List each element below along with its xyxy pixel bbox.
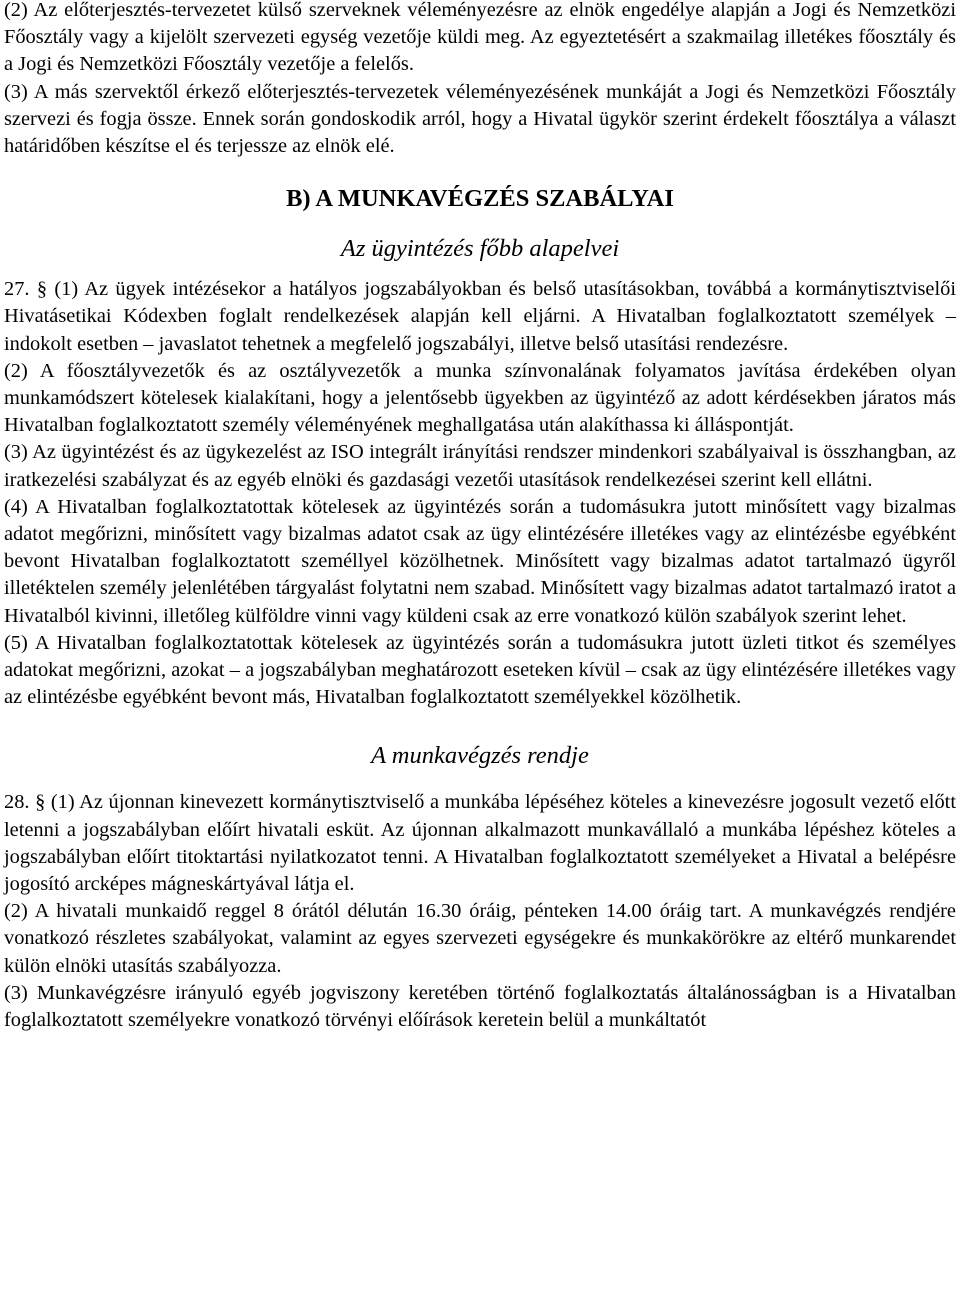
subheading-work-order: A munkavégzés rendje bbox=[371, 742, 589, 770]
paragraph-2-previous: (2) Az előterjesztés-tervezetet külső szerveknek véleményezésre az elnök engedélye alapján a Jogi és Nemzetközi Főosztály vagy a kijelölt szervezeti egység vezetője küldi meg. Az egyeztetésért a szakmailag illetékes főosztály és a Jogi és Nemzetközi Főosztály vezetője a felelős. bbox=[4, 0, 956, 76]
section-28-paragraph-1: 28. § (1) Az újonnan kinevezett kormánytisztviselő a munkába lépéséhez köteles a kinevezésre jogosult vezető előtt letenni a jogszabályban előírt hivatali esküt. Az újonnan alkalmazott munkavállaló a munkába lépéshez köteles a jogszabályban előírt titoktartási nyilatkozatot tenni. A Hivatalban foglalkoztatott személyeket a Hivatal a belépésre jogosító arcképes mágneskártyával látja el. bbox=[4, 791, 956, 896]
document-page bbox=[4, 0, 956, 1034]
section-27-paragraph-1: 27. § (1) Az ügyek intézésekor a hatályos jogszabályokban és belső utasításokban, továbbá a kormánytisztviselői Hivatásetikai Kódexben foglalt rendelkezések alapján kell eljárni. A Hivatalban foglalkoztatott személyek – indokolt esetben – javaslatot tehetnek a megfelelő jogszabályi, illetve belső utasítási rendezésre. bbox=[4, 278, 956, 355]
subheading-principles: Az ügyintézés főbb alapelvei bbox=[340, 235, 620, 263]
section-27-paragraph-3: (3) Az ügyintézést és az ügykezelést az ISO integrált irányítási rendszer mindenkori szabályaival is összhangban, az iratkezelési szabályzat és az egyéb elnöki és gazdasági vezetői utasítások rendelkezései szerint kell ellátni. bbox=[4, 441, 956, 491]
section-27-paragraph-2: (2) A főosztályvezetők és az osztályvezetők a munka színvonalának folyamatos javítása érdekében olyan munkamódszert kötelesek kialakítani, hogy a jelentősebb ügyekben az ügyintéző az adott kérdésekben járatos más Hivatalban foglalkoztatott személy véleményének meghallgatása után alakíthassa ki álláspontját. bbox=[4, 359, 956, 437]
section-28-paragraph-2: (2) A hivatali munkaidő reggel 8 órától délután 16.30 óráig, pénteken 14.00 óráig tart. A munkavégzés rendjére vonatkozó részletes szabályokat, valamint az egyes szervezeti egységekre és munkakörökre az eltérő munkarendet külön elnöki utasítás szabályozza. bbox=[4, 900, 956, 977]
section-heading-b: B) A MUNKAVÉGZÉS SZABÁLYAI bbox=[286, 185, 674, 213]
section-27-paragraph-5: (5) A Hivatalban foglalkoztatottak kötelesek az ügyintézés során a tudomásukra jutott üzleti titkot és személyes adatokat megőrizni, azokat – a jogszabályban meghatározott eseteken kívül – csak az ügy elintézésére illetékes vagy az elintézésbe egyébként bevont más, Hivatalban foglalkoztatott személyekkel közölhetik. bbox=[4, 631, 956, 709]
section-27-paragraph-4: (4) A Hivatalban foglalkoztatottak kötelesek az ügyintézés során a tudomásukra jutott minősített vagy bizalmas adatot megőrizni, minősített vagy bizalmas adatot csak az ügy elintézésére illetékes vagy az elintézésbe egyébként bevont Hivatalban foglalkoztatott személlyel közölhetnek. Minősített vagy bizalmas adatot tartalmazó ügyről illetéktelen személy jelenlétében tárgyalást folytatni nem szabad. Minősített vagy bizalmas adatot tartalmazó iratot a Hivatalból kivinni, illetőleg külföldre vinni vagy küldeni csak az erre vonatkozó külön szabályok szerint lehet. bbox=[4, 495, 956, 627]
paragraph-3-previous: (3) A más szervektől érkező előterjesztés-tervezetek véleményezésének munkáját a Jogi és Nemzetközi Főosztály szervezi és fogja össze. Ennek során gondoskodik arról, hogy a Hivatal ügykör szerint érdekelt főosztálya a választ határidőben készítse el és terjessze az elnök elé. bbox=[4, 80, 956, 158]
section-28-paragraph-3: (3) Munkavégzésre irányuló egyéb jogviszony keretében történő foglalkoztatás általánosságban is a Hivatalban foglalkoztatott személyekre vonatkozó törvényi előírások keretein belül a munkáltatót bbox=[4, 981, 956, 1032]
